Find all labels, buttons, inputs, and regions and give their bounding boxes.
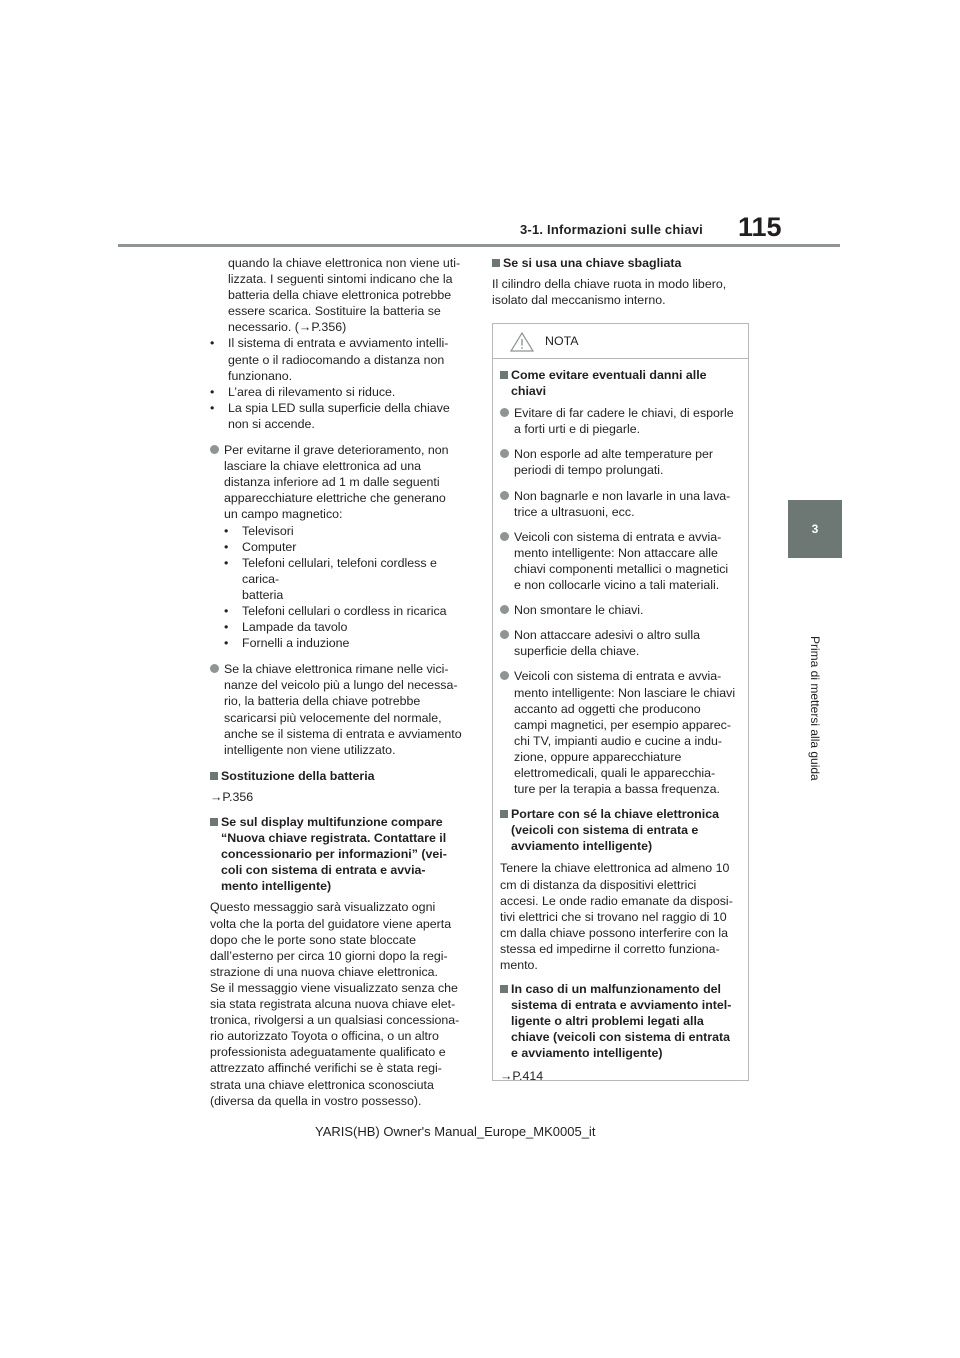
text-line: cm di distanza da dispositivi elettrici: [500, 877, 697, 892]
heading-text: Se si usa una chiave sbagliata: [503, 256, 682, 270]
header-divider: [118, 244, 840, 247]
page-number: 115: [738, 212, 782, 242]
bullet-magnetic: [210, 442, 472, 651]
text-line: accanto ad oggetti che producono: [514, 701, 701, 716]
bullet-battery: [210, 661, 472, 758]
heading-carry-key: [500, 806, 742, 854]
text-line: rio autorizzato Toyota o officina, o un altro: [210, 1029, 439, 1044]
text-line: non si accende.: [228, 416, 315, 431]
text-line: professionista adeguatamente qualificato e: [210, 1045, 446, 1060]
list-item: • L’area di rilevamento si riduce.: [210, 384, 396, 399]
text-line: La spia LED sulla superficie della chiave: [228, 400, 450, 415]
heading-text: ligente o altri problemi legati alla: [511, 1014, 704, 1029]
text-line: lasciare la chiave elettronica ad una: [224, 459, 421, 474]
text-line: periodi di tempo prolungati.: [514, 463, 664, 478]
text-line: Veicoli con sistema di entrata e avvia-: [514, 669, 722, 684]
warning-triangle-icon: [510, 332, 534, 352]
heading-text: coli con sistema di entrata e avvia-: [221, 863, 426, 878]
square-bullet-icon: [500, 806, 511, 854]
text-line: gente o il radiocomando a distanza non: [228, 352, 445, 367]
text-line: cm dalla chiave possono interferire con la: [500, 925, 728, 940]
left-column: [210, 255, 472, 1116]
nota-header: [493, 324, 748, 359]
wrong-key-paragraph: [492, 276, 752, 308]
device-list: [224, 523, 472, 652]
text-line: strazione di una nuova chiave elettronica.: [210, 964, 438, 979]
text-line: Per evitarne il grave deterioramento, non: [224, 443, 449, 458]
text-line: funzionano.: [228, 368, 293, 383]
text-line: Questo messaggio sarà visualizzato ogni: [210, 900, 436, 915]
text-line: Non bagnarle e non lavarle in una lava-: [514, 488, 731, 503]
nota-body: [493, 359, 748, 1084]
text-line: rio, la batteria della chiave potrebbe: [224, 694, 421, 709]
text-line: Se il messaggio viene visualizzato senza che: [210, 980, 458, 995]
circle-bullet-icon: [500, 602, 514, 618]
text-line: Computer: [242, 539, 297, 554]
circle-bullet-icon: [500, 529, 514, 593]
text-line: Tenere la chiave elettronica ad almeno 10: [500, 861, 730, 876]
text-line: Non esporle ad alte temperature per: [514, 447, 714, 462]
text-line: Telefoni cellulari o cordless in ricarica: [242, 603, 447, 618]
text-line: mento intelligente: Non attaccare alle: [514, 545, 718, 560]
circle-bullet-icon: [210, 661, 224, 758]
text-line: intelligente non viene utilizzato.: [224, 742, 396, 757]
text-line: attrezzato affinché verifichi se è stata regi-: [210, 1061, 442, 1076]
heading-battery-replacement: [210, 768, 472, 784]
text-line: quando la chiave elettronica non viene uti-: [228, 256, 461, 270]
circle-bullet-icon: [500, 488, 514, 520]
nota-box: [492, 323, 749, 1081]
text-line: tronica, rivolgersi a un qualsiasi concessiona-: [210, 1013, 460, 1028]
list-item: [500, 668, 742, 797]
heading-malfunction: [500, 981, 742, 1061]
text-line: distanza inferiore ad 1 m dalle seguenti: [224, 475, 440, 490]
square-bullet-icon: [500, 981, 511, 1061]
text-line: strata una chiave elettronica sconosciuta: [210, 1077, 434, 1092]
text-line: batteria: [242, 587, 284, 602]
list-item: • Lampade da tavolo: [224, 620, 348, 635]
text-line: Veicoli con sistema di entrata e avvia-: [514, 529, 722, 544]
text-line: Non smontare le chiavi.: [514, 603, 644, 618]
heading-wrong-key: [492, 255, 752, 271]
text-line: lizzata. I seguenti sintomi indicano che la: [228, 272, 453, 287]
text-line: (diversa da quella in vostro possesso).: [210, 1093, 422, 1108]
circle-bullet-icon: [500, 405, 514, 437]
text-line: Televisori: [242, 523, 294, 538]
list-item: [500, 602, 742, 618]
text-line: chi TV, impianti audio e cucine a indu-: [514, 733, 723, 748]
text-line: volta che la porta del guidatore viene aperta: [210, 916, 452, 931]
heading-text: In caso di un malfunzionamento del: [511, 982, 721, 997]
chapter-title: Prima di mettersi alla guida: [808, 636, 822, 781]
text-line: Telefoni cellulari, telefoni cordless e carica-: [242, 555, 437, 586]
list-item: • La spia LED sulla superficie della chiave non si accende.: [210, 400, 450, 431]
heading-text: sistema di entrata e avviamento intel-: [511, 998, 732, 1013]
heading-text: mento intelligente): [221, 879, 332, 894]
text-line: nanze del veicolo più a lungo del necessa-: [224, 678, 458, 693]
list-item: • Computer: [224, 539, 297, 554]
text-line: isolato dal meccanismo interno.: [492, 293, 666, 308]
heading-text: e avviamento intelligente): [511, 1046, 663, 1061]
heading-text: “Nuova chiave registrata. Contattare il: [221, 831, 447, 846]
heading-avoid-damage: [500, 367, 742, 399]
list-item: [500, 529, 742, 593]
text-line: un campo magnetico:: [224, 507, 343, 522]
text-line: Fornelli a induzione: [242, 636, 350, 651]
text-line: batteria della chiave elettronica potrebbe: [228, 288, 452, 303]
list-item: [500, 446, 742, 478]
text-line: e non collocarle vicino a tali materiali.: [514, 578, 720, 593]
heading-text: Come evitare eventuali danni alle: [511, 368, 707, 382]
text-line: Evitare di far cadere le chiavi, di esporle: [514, 406, 734, 421]
intro-paragraph: [210, 255, 472, 335]
circle-bullet-icon: [210, 442, 224, 651]
text-line: necessario. (→P.356): [228, 320, 347, 335]
text-line: scaricarsi più velocemente del normale,: [224, 710, 442, 725]
text-line: Lampade da tavolo: [242, 620, 348, 635]
square-bullet-icon: [492, 255, 503, 271]
heading-text: Se sul display multifunzione compare: [221, 815, 443, 829]
circle-bullet-icon: [500, 668, 514, 797]
list-item: • Telefoni cellulari o cordless in ricarica: [224, 603, 447, 618]
text-line: mento.: [500, 958, 538, 972]
list-item: [500, 405, 742, 437]
text-line: stessa ed impedirne il corretto funziona-: [500, 941, 720, 956]
square-bullet-icon: [210, 814, 221, 894]
text-line: apparecchiature elettriche che generano: [224, 491, 446, 506]
text-line: accesi. Le onde radio emanate da disposi-: [500, 893, 733, 908]
list-item: [500, 627, 742, 659]
heading-text: chiavi: [511, 384, 547, 399]
list-item: • Televisori: [224, 523, 294, 538]
heading-display-message: [210, 814, 472, 894]
display-message-paragraph: [210, 899, 472, 1108]
manual-footer: YARIS(HB) Owner's Manual_Europe_MK0005_it: [315, 1124, 596, 1139]
text-line: superficie della chiave.: [514, 644, 640, 659]
text-line: mento intelligente: Non lasciare le chiavi: [514, 685, 736, 700]
text-line: campi magnetici, per esempio apparec-: [514, 717, 731, 732]
text-line: trice a ultrasuoni, ecc.: [514, 504, 635, 519]
text-line: a forti urti e di piegarle.: [514, 422, 641, 437]
text-line: dall’esterno per circa 10 giorni dopo la regi-: [210, 948, 448, 963]
page-reference-link[interactable]: →P.414: [500, 1068, 544, 1083]
list-item: [500, 488, 742, 520]
heading-text: avviamento intelligente): [511, 839, 653, 854]
page-reference-link[interactable]: →P.356: [210, 789, 254, 804]
text-line: Se la chiave elettronica rimane nelle vici-: [224, 662, 449, 677]
heading-text: (veicoli con sistema di entrata e: [511, 823, 699, 838]
text-line: Il cilindro della chiave ruota in modo libero,: [492, 277, 727, 292]
text-line: sia stata registrata alcuna nuova chiave elet-: [210, 997, 456, 1012]
text-line: chiavi componenti metallici o magnetici: [514, 561, 729, 576]
carry-key-paragraph: [500, 860, 742, 973]
list-item: • Fornelli a induzione: [224, 636, 350, 651]
text-line: elettromedicali, quali le apparecchia-: [514, 765, 716, 780]
text-line: essere scarica. Sostituire la batteria se: [228, 304, 441, 319]
circle-bullet-icon: [500, 627, 514, 659]
text-line: ture per la terapia a bassa frequenza.: [514, 782, 720, 797]
list-item: • Telefoni cellulari, telefoni cordless e carica- batteria: [224, 555, 472, 603]
heading-text: chiave (veicoli con sistema di entrata: [511, 1030, 730, 1045]
chapter-tab[interactable]: 3: [788, 500, 842, 558]
text-line: Non attaccare adesivi o altro sulla: [514, 628, 700, 643]
list-item: • Il sistema di entrata e avviamento intelli- gente o il radiocomando a distanza non funzionano.: [210, 336, 449, 383]
circle-bullet-icon: [500, 446, 514, 478]
heading-text: Portare con sé la chiave elettronica: [511, 807, 719, 822]
section-title: 3-1. Informazioni sulle chiavi: [520, 222, 703, 237]
nota-label: NOTA: [545, 334, 579, 348]
text-line: tivi elettrici che si trovano nel raggio di 10: [500, 909, 727, 924]
text-line: L’area di rilevamento si riduce.: [228, 384, 396, 399]
text-line: dopo che le porte sono state bloccate: [210, 932, 416, 947]
heading-text: concessionario per informazioni” (vei-: [221, 847, 447, 862]
square-bullet-icon: [500, 367, 511, 399]
square-bullet-icon: [210, 768, 221, 784]
symptom-list: [210, 335, 472, 432]
right-column: [492, 255, 752, 315]
text-line: zione, oppure apparecchiature: [514, 749, 682, 764]
text-line: Il sistema di entrata e avviamento intelli-: [228, 336, 449, 351]
heading-text: Sostituzione della batteria: [221, 768, 375, 783]
text-line: anche se il sistema di entrata e avviamento: [224, 726, 462, 741]
